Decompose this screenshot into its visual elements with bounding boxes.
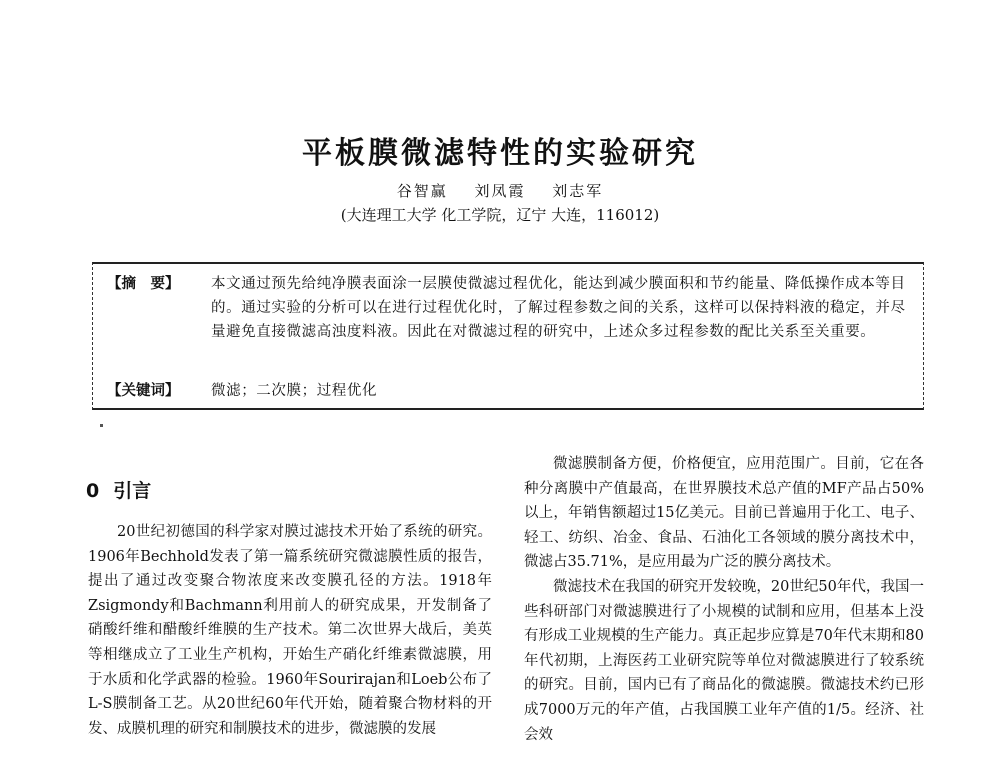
author-affiliation: (大连理工大学 化工学院，辽宁 大连，116012) (340, 206, 660, 224)
body-paragraph: 20世纪初德国的科学家对膜过滤技术开始了系统的研究。1906年Bechhold发表了第一篇系统研究微滤膜性质的报告，提出了通过改变聚合物浓度来改变膜孔径的方法。1918年Zsigmondy和Bachmann利用前人的研究成果，开发制备了硝酸纤维和醋酸纤维膜的生产技术。第二次世界大战后，美英等相继成立了工业生产机构，开始生产硝化纤维素微滤膜，用于水质和化学武器的检验。1960年Sourirajan和Loeb公布了L-S膜制备工艺。从20世纪60年代开始，随着聚合物材料的开发、成膜机理的研究和制膜技术的进步，微滤膜的发展 (88, 524, 492, 737)
abstract-text: 本文通过预先给纯净膜表面涂一层膜使微滤过程优化，能达到减少膜面积和节约能量、降低操作成本等目的。通过实验的分析可以在进行过程优化时，了解过程参数之间的关系，这样可以保持料液的稳定，并尽量避免直接微滤高浊度料液。因此在对微滤过程的研究中，上述众多过程参数的配比关系至关重要。 (211, 276, 906, 340)
body-paragraph: 微滤膜制备方便，价格便宜，应用范围广。目前，它在各种分离膜中产值最高，在世界膜技术总产值的MF产品占50%以上，年销售额超过15亿美元。目前已普遍用于化工、电子、轻工、纺织、冶金、食品、石油化工各领域的膜分离技术中，微滤占35.71%，是应用最为广泛的膜分离技术。 (524, 456, 924, 571)
section-heading (86, 476, 151, 503)
section-number: 0 (86, 480, 100, 502)
margin-mark (100, 424, 103, 427)
author-name: 刘志军 (552, 182, 604, 200)
author-list (0, 180, 1000, 201)
author-name: 谷智赢 (396, 182, 448, 200)
abstract-section (107, 272, 909, 344)
abstract-box (92, 262, 924, 410)
section-title: 引言 (113, 480, 152, 502)
author-name: 刘凤霞 (474, 182, 526, 200)
keywords-label: 【关键词】 (107, 382, 180, 399)
keywords-section (107, 379, 909, 403)
abstract-label: 【摘 要】 (107, 275, 180, 292)
body-paragraph: 微滤技术在我国的研究开发较晚，20世纪50年代，我国一些科研部门对微滤膜进行了小规模的试制和应用，但基本上没有形成工业规模的生产能力。真正起步应算是70年代末期和80年代初期，上海医药工业研究院等单位对微滤膜进行了较系统的研究。目前，国内已有了商品化的微滤膜。微滤技术约已形成7000万元的年产值，占我国膜工业年产值的1/5。经济、社会效 (524, 578, 924, 743)
paper-title: 平板膜微滤特性的实验研究 (302, 136, 698, 171)
keywords-text: 微滤；二次膜；过程优化 (211, 383, 378, 399)
left-column (88, 520, 492, 741)
right-column (524, 452, 924, 747)
